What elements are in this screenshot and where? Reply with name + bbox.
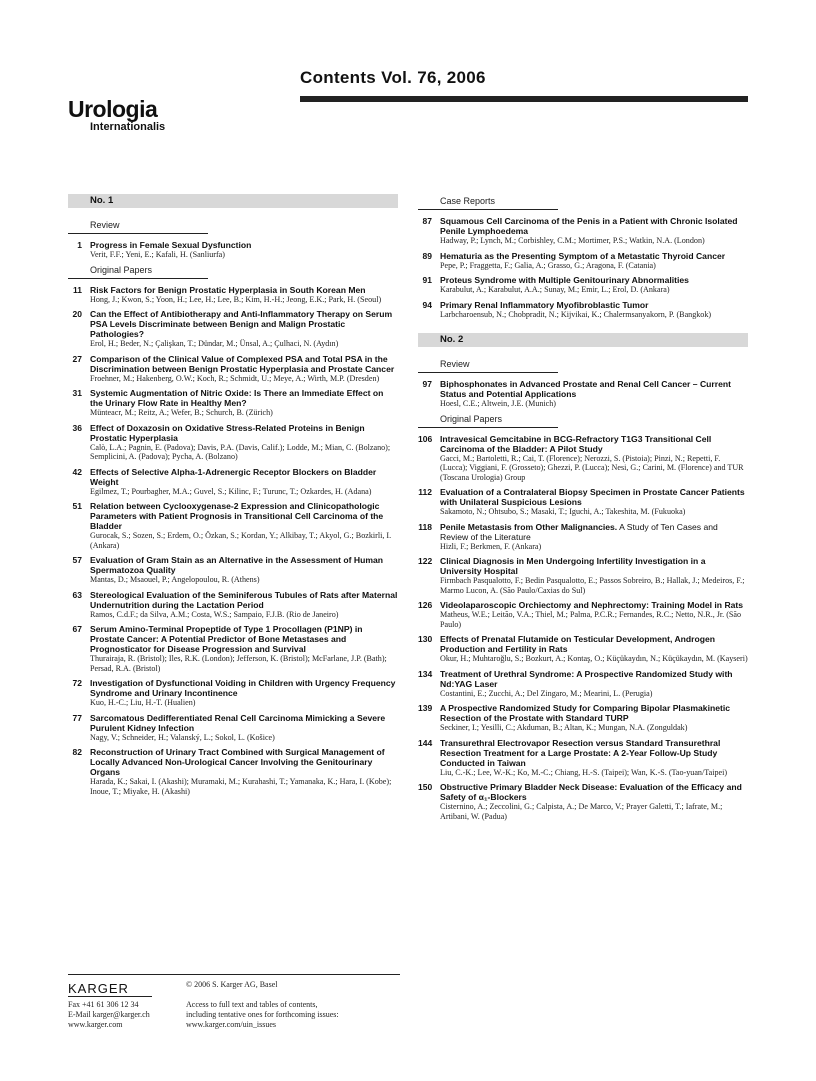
article-authors: Harada, K.; Sakai, I. (Akashi); Muramaki, M.; Kurahashi, T.; Yamanaka, K.; Hara, I. (Kobe); Inoue, T.; Miyake, H. (Akashi) — [90, 777, 392, 796]
section-heading: Original Papers — [68, 265, 208, 279]
toc-entry[interactable] — [68, 555, 398, 585]
page-number: 63 — [72, 589, 82, 600]
article-title-text: Investigation of Dysfunctional Voiding in Children with Urgency Frequency Syndrome and Urinary Incontinence — [90, 678, 396, 698]
article-authors: Münteacr, M.; Reitz, A.; Wefer, B.; Schurch, B. (Zürich) — [90, 408, 273, 417]
page-number: 51 — [72, 501, 82, 511]
article-authors: Gacci, M.; Bartoletti, R.; Cai, T. (Florence); Nerozzi, S. (Pistoia); Pinzi, N.; Repetti, F. (Lucca); Viggiani, F. (Grosseto); Ghezzi, P. (Lucca); Nesi, G.; Carini, M. (Florence) and TUR (Toscana Urologia) Group — [440, 453, 744, 482]
article-title[interactable] — [90, 388, 398, 408]
article-title[interactable] — [440, 275, 748, 285]
contents-right-column — [418, 192, 748, 826]
article-title-text: Relation between Cyclooxygenase-2 Expression and Clinicopathologic Parameters with Patient Prognosis in Transitional Cell Carcinoma of the Bladder — [90, 501, 384, 531]
page-number: 144 — [418, 737, 433, 748]
article-title-text: Reconstruction of Urinary Tract Combined with Surgical Management of Locally Advanced Non-Urological Cancer Involving the Genitourinary Organs — [90, 747, 385, 777]
article-title-text: Clinical Diagnosis in Men Undergoing Infertility Investigation in a University Hospital — [440, 556, 706, 576]
article-authors: Cisternino, A.; Zeccolini, G.; Calpista, A.; De Marco, V.; Prayer Galetti, T.; Iafrate, M.; Artibani, W. (Padua) — [440, 802, 723, 821]
toc-entry[interactable] — [68, 309, 398, 349]
page-number: 106 — [418, 433, 433, 444]
article-title[interactable] — [440, 782, 748, 802]
article-authors: Nagy, V.; Schneider, H.; Valanský, L.; Sokol, L. (Košice) — [90, 732, 275, 742]
toc-entry[interactable] — [68, 678, 398, 708]
article-title[interactable] — [90, 501, 398, 531]
article-title[interactable] — [440, 556, 748, 576]
article-title[interactable] — [440, 738, 748, 768]
article-authors: Larbcharoensub, N.; Chobpradit, N.; Kijvikai, K.; Chalermsanyakorn, P. (Bangkok) — [440, 309, 712, 319]
article-title[interactable] — [440, 487, 748, 507]
article-authors: Costantini, E.; Zucchi, A.; Del Zingaro, M.; Mearini, L. (Perugia) — [440, 688, 653, 698]
page-number: 1 — [77, 240, 82, 250]
website-link[interactable]: www.karger.com — [68, 1020, 123, 1029]
article-title[interactable] — [440, 434, 748, 454]
toc-entry[interactable] — [418, 434, 748, 483]
publisher-logo: KARGER — [68, 981, 129, 996]
title-rule — [300, 96, 748, 102]
article-title-text: Sarcomatous Dedifferentiated Renal Cell Carcinoma Mimicking a Severe Purulent Kidney Infection — [90, 712, 386, 733]
page-number: 89 — [422, 250, 432, 261]
article-title-text: Can the Effect of Antibiotherapy and Anti-Inflammatory Therapy on Serum PSA Levels Discriminate between Benign and Malign Prostatic Pathologies? — [90, 309, 393, 339]
journal-logo: Urologia — [68, 96, 158, 122]
section-heading: Review — [418, 359, 558, 373]
article-title[interactable] — [90, 713, 398, 733]
page-number: 87 — [422, 216, 432, 226]
page-number: 72 — [72, 678, 82, 688]
section-heading: Review — [68, 220, 208, 234]
article-title[interactable] — [440, 600, 748, 610]
access-line-2: including tentative ones for forthcoming issues: — [186, 1010, 339, 1019]
article-authors: Sakamoto, N.; Ohtsubo, S.; Masaki, T.; Iguchi, A.; Takeshita, M. (Fukuoka) — [440, 507, 686, 516]
page-number: 139 — [418, 703, 433, 713]
article-title-text: Stereological Evaluation of the Seminiferous Tubules of Rats after Maternal Undernutrition during the Lactation Period — [90, 589, 398, 610]
page-number: 77 — [72, 712, 82, 723]
article-title-text: Obstructive Primary Bladder Neck Disease: Evaluation of the Efficacy and Safety of α₁-Blockers — [440, 782, 742, 802]
toc-entry[interactable] — [418, 703, 748, 733]
page-number: 82 — [72, 747, 82, 757]
article-title-text: Effects of Prenatal Flutamide on Testicular Development, Androgen Production and Fertility in Rats — [440, 634, 716, 654]
toc-entry[interactable] — [68, 354, 398, 384]
article-title[interactable] — [90, 423, 398, 443]
toc-entry[interactable] — [68, 713, 398, 743]
page-number: 118 — [418, 521, 432, 532]
article-title[interactable] — [440, 251, 748, 261]
article-authors: Gurocak, S.; Sozen, S.; Erdem, O.; Özkan, S.; Kordan, Y.; Alkibay, T.; Akyol, G.; Bozkirli, I. (Ankara) — [90, 531, 392, 550]
article-title-text: Hematuria as the Presenting Symptom of a Metastatic Thyroid Cancer — [440, 250, 726, 261]
toc-entry[interactable] — [418, 251, 748, 271]
journal-logo-subtitle: Internationalis — [90, 121, 166, 133]
article-title-text: Effects of Selective Alpha-1-Adrenergic Receptor Blockers on Bladder Weight — [90, 466, 377, 487]
article-title[interactable] — [90, 285, 398, 295]
article-title[interactable] — [90, 240, 398, 250]
section-heading: Original Papers — [418, 414, 558, 428]
toc-entry[interactable] — [418, 216, 748, 246]
toc-entry[interactable] — [68, 423, 398, 462]
toc-entry[interactable] — [418, 275, 748, 295]
page-number: 94 — [422, 299, 432, 310]
article-authors: Hoesl, C.E.; Altwein, J.E. (Munich) — [440, 399, 556, 408]
publisher-logo-rule — [68, 996, 152, 997]
toc-entry[interactable] — [68, 240, 398, 260]
article-title[interactable] — [440, 379, 748, 399]
toc-entry[interactable] — [68, 388, 398, 418]
article-title-text: Proteus Syndrome with Multiple Genitourinary Abnormalities — [440, 275, 689, 285]
article-title-text: Penile Metastasis from Other Malignancies. — [440, 521, 618, 532]
toc-entry[interactable] — [418, 669, 748, 699]
article-title[interactable] — [90, 678, 398, 698]
toc-entry[interactable] — [68, 624, 398, 673]
toc-entry[interactable] — [418, 782, 748, 821]
article-title[interactable] — [440, 669, 748, 689]
article-title[interactable] — [90, 467, 398, 487]
section-heading: Case Reports — [418, 196, 558, 210]
article-title-text: Videolaparoscopic Orchiectomy and Nephrectomy: Training Model in Rats — [440, 600, 744, 610]
email-line[interactable]: E-Mail karger@karger.ch — [68, 1010, 150, 1019]
page-title: Contents Vol. 76, 2006 — [300, 68, 486, 87]
article-title-text: Serum Amino-Terminal Propeptide of Type 1 Procollagen (P1NP) in Prostate Cancer: A Potential Predictor of Bone Metastases and Prognosticator for Disease Progression and Survival — [90, 624, 363, 654]
article-authors: Mantas, D.; Msaouel, P.; Angelopoulou, R. (Athens) — [90, 575, 260, 584]
page-number: 97 — [422, 379, 432, 389]
page-number: 91 — [422, 275, 432, 285]
article-title-tail: A Study of Ten Cases and Review of the Literature — [440, 521, 718, 542]
article-authors: Karabulut, A.; Karabulut, A.A.; Sunay, M.; Emir, L.; Erol, D. (Ankara) — [440, 285, 670, 294]
article-authors: Seckiner, I.; Yesilli, C.; Akduman, B.; Altan, K.; Mungan, N.A. (Zonguldak) — [440, 723, 688, 732]
article-title[interactable] — [440, 522, 748, 542]
article-title-text: Biphosphonates in Advanced Prostate and Renal Cell Cancer – Current Status and Potential Applications — [440, 379, 731, 399]
contact-info — [68, 1000, 150, 1030]
article-title[interactable] — [90, 624, 398, 654]
article-title-text: Transurethral Electrovapor Resection versus Standard Transurethral Resection Treatment for a Large Prostate: A 2-Year Follow-Up Study Conducted in Taiwan — [440, 737, 721, 768]
article-title[interactable] — [440, 703, 748, 723]
article-authors: Calò, L.A.; Pagnin, E. (Padova); Davis, P.A. (Davis, Calif.); Lodde, M.; Mian, C. (Bolzano); Semplicini, A. (Padova); Pycha, A. (Bolzano) — [90, 442, 391, 461]
article-authors: Ramos, C.d.F.; da Silva, A.M.; Costa, W.S.; Sampaio, F.J.B. (Rio de Janeiro) — [90, 609, 339, 619]
toc-entry[interactable] — [418, 556, 748, 595]
toc-entry[interactable] — [418, 738, 748, 778]
article-title[interactable] — [440, 216, 748, 236]
article-title-text: Treatment of Urethral Syndrome: A Prospective Randomized Study with Nd:YAG Laser — [440, 668, 733, 689]
access-line-1: Access to full text and tables of contents, — [186, 1000, 318, 1009]
article-title[interactable] — [440, 300, 748, 310]
issue-heading-no1: No. 1 — [68, 194, 398, 208]
article-title-text: Risk Factors for Benign Prostatic Hyperplasia in South Korean Men — [90, 284, 366, 295]
page-number: 122 — [418, 556, 433, 566]
article-authors: Froehner, M.; Hakenberg, O.W.; Koch, R.; Schmidt, U.; Meye, A.; Wirth, M.P. (Dresden) — [90, 373, 380, 383]
page-number: 31 — [72, 388, 82, 398]
page-number: 134 — [418, 668, 433, 679]
page-number: 11 — [73, 284, 82, 295]
page-number: 36 — [72, 422, 82, 433]
toc-entry[interactable] — [418, 634, 748, 664]
article-title[interactable] — [90, 309, 398, 339]
article-title-text: Squamous Cell Carcinoma of the Penis in a Patient with Chronic Isolated Penile Lymphoedema — [440, 216, 738, 236]
article-title-text: Comparison of the Clinical Value of Complexed PSA and Total PSA in the Discrimination between Benign Prostatic Hyperplasia and Prostate Cancer — [90, 353, 395, 374]
article-authors: Firmbach Pasqualotto, F.; Bedin Pasqualotto, E.; Passos Sobreiro, B.; Hallak, J.; Medeiros, F.; Marmo Lucon, A. (São Paulo/Caxias do Sul) — [440, 576, 745, 595]
article-authors: Liu, C.-K.; Lee, W.-K.; Ko, M.-C.; Chiang, H.-S. (Taipei); Wan, K.-S. (Tao-yuan/Taipei) — [440, 767, 728, 777]
page-number: 27 — [72, 353, 82, 364]
contents-left-column — [68, 194, 398, 801]
article-title-text: Evaluation of Gram Stain as an Alternative in the Assessment of Human Spermatozoa Quality — [90, 555, 384, 575]
article-authors: Verit, F.F.; Yeni, E.; Kafali, H. (Sanliurfa) — [90, 250, 225, 259]
article-title[interactable] — [90, 747, 398, 777]
article-authors: Kuo, H.-C.; Liu, H.-T. (Hualien) — [90, 698, 196, 707]
article-title-text: Intravesical Gemcitabine in BCG-Refractory T1G3 Transitional Cell Carcinoma of the Bladder: A Pilot Study — [440, 433, 712, 454]
article-title-text: Progress in Female Sexual Dysfunction — [90, 240, 252, 250]
page-number: 20 — [72, 309, 82, 319]
article-title[interactable] — [90, 354, 398, 374]
footer-rule — [68, 974, 400, 975]
article-authors: Erol, H.; Beder, N.; Çalişkan, T.; Dündar, M.; Ünsal, A.; Çulhaci, N. (Aydın) — [90, 339, 339, 348]
toc-entry[interactable] — [418, 522, 748, 552]
article-title-text: A Prospective Randomized Study for Comparing Bipolar Plasmakinetic Resection of the Prostate with Standard TURP — [440, 703, 731, 723]
page-number: 112 — [418, 487, 432, 497]
article-authors: Okur, H.; Muhtaroğlu, S.; Bozkurt, A.; Kontaş, O.; Küçükaydın, N.; Küçükaydın, M. (Kayseri) — [440, 654, 748, 663]
toc-entry[interactable] — [68, 501, 398, 550]
toc-entry[interactable] — [68, 285, 398, 305]
toc-entry[interactable] — [418, 300, 748, 320]
page-number: 57 — [72, 555, 82, 565]
article-authors: Hizli, F.; Berkmen, F. (Ankara) — [440, 541, 542, 551]
page-number: 126 — [418, 600, 433, 610]
article-authors: Egilmez, T.; Pourbagher, M.A.; Guvel, S.; Kilinc, F.; Turunc, T.; Ozkardes, H. (Adana) — [90, 486, 372, 496]
article-title[interactable] — [90, 590, 398, 610]
article-title-text: Primary Renal Inflammatory Myofibroblastic Tumor — [440, 299, 649, 310]
page-number: 130 — [418, 634, 433, 644]
toc-entry[interactable] — [418, 379, 748, 409]
article-authors: Matheus, W.E.; Leitão, V.A.; Thiel, M.; Palma, P.C.R.; Fernandes, R.C.; Netto, N.R., Jr. (São Paulo) — [440, 610, 742, 629]
page-number: 67 — [72, 624, 82, 634]
toc-entry[interactable] — [68, 590, 398, 620]
toc-entry[interactable] — [418, 600, 748, 629]
toc-entry[interactable] — [68, 467, 398, 497]
article-title-text: Evaluation of a Contralateral Biopsy Specimen in Prostate Cancer Patients with Unilateral Suspicious Lesions — [440, 487, 745, 507]
toc-entry[interactable] — [418, 487, 748, 517]
article-authors: Hadway, P.; Lynch, M.; Corbishley, C.M.; Mortimer, P.S.; Watkin, N.A. (London) — [440, 236, 705, 245]
page-number: 42 — [72, 466, 82, 477]
article-authors: Pepe, P.; Fraggetta, F.; Galia, A.; Grasso, G.; Aragona, F. (Catania) — [440, 260, 656, 270]
copyright-text: © 2006 S. Karger AG, Basel — [186, 980, 278, 989]
fax-line: Fax +41 61 306 12 34 — [68, 1000, 139, 1009]
article-authors: Hong, J.; Kwon, S.; Yoon, H.; Lee, H.; Lee, B.; Kim, H.-H.; Jeong, E.K.; Park, H. (Seoul) — [90, 294, 382, 304]
access-info — [186, 1000, 339, 1030]
issues-link[interactable]: www.karger.com/uin_issues — [186, 1020, 276, 1029]
issue-heading-no2: No. 2 — [418, 333, 748, 347]
page-number: 150 — [418, 782, 433, 792]
article-title-text: Systemic Augmentation of Nitric Oxide: Is There an Immediate Effect on the Urinary Flow Rate in Healthy Men? — [90, 388, 384, 408]
article-title[interactable] — [90, 555, 398, 575]
article-title[interactable] — [440, 634, 748, 654]
article-authors: Thurairaja, R. (Bristol); Iles, R.K. (London); Jefferson, K. (Bristol); McFarlane, J.P. (Bath); Persad, R.A. (Bristol) — [90, 654, 387, 673]
article-title-text: Effect of Doxazosin on Oxidative Stress-Related Proteins in Benign Prostatic Hyperplasia — [90, 422, 365, 443]
toc-entry[interactable] — [68, 747, 398, 796]
